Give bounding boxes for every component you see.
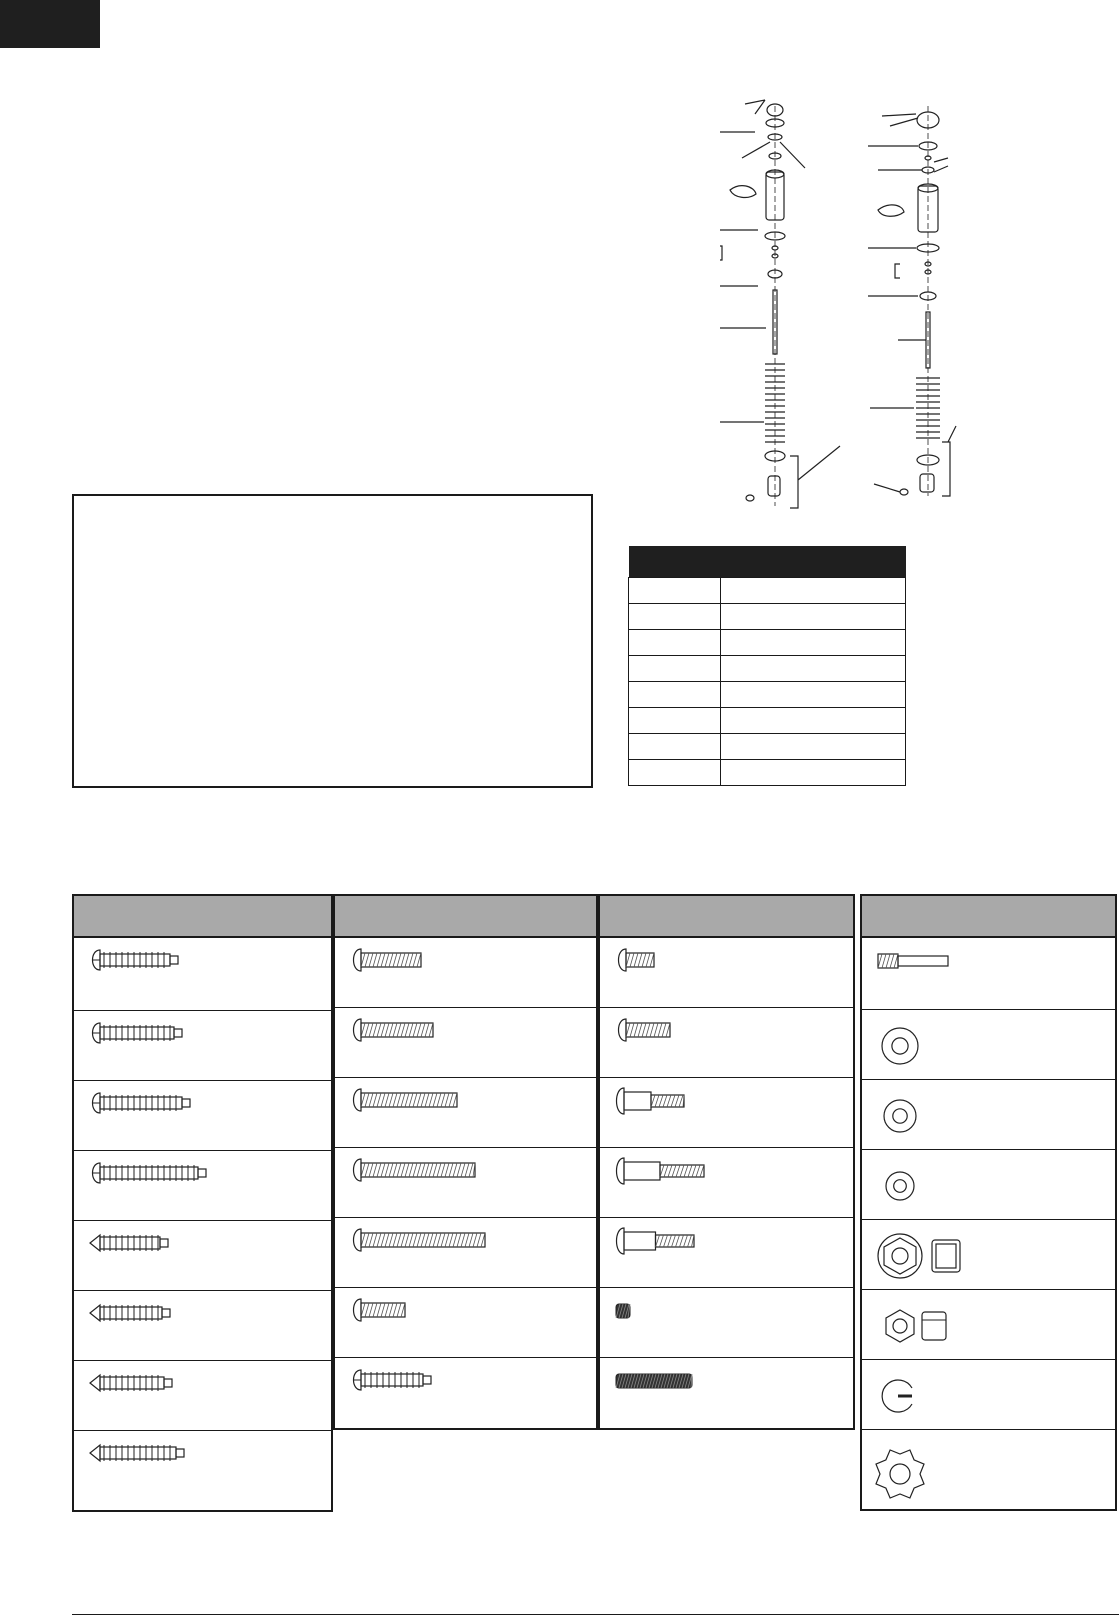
spring-table-cell: [629, 604, 721, 630]
set-screw-icon: [600, 1288, 840, 1358]
hardware-item: [335, 1288, 596, 1358]
hardware-item: [862, 1360, 1115, 1430]
washer-icon: [862, 1150, 1102, 1220]
hardware-column-pins-washers-nuts: [860, 894, 1117, 1511]
shoulder-screw-icon: [600, 1078, 840, 1148]
spring-table-row: [629, 708, 906, 734]
button-head-self-tapping-screw-icon: [74, 938, 314, 1011]
spring-table-cell: [629, 578, 721, 604]
hardware-item: [335, 1148, 596, 1218]
hardware-item: [335, 1358, 596, 1428]
hardware-item: [74, 938, 331, 1011]
button-head-machine-screw-icon: [335, 938, 575, 1008]
set-screw-icon: [600, 1358, 840, 1428]
button-head-self-tapping-screw-icon: [74, 1081, 314, 1151]
spring-table-cell: [629, 708, 721, 734]
spring-table: [628, 546, 906, 786]
spring-table-cell: [629, 760, 721, 786]
spring-table-row: [629, 760, 906, 786]
hardware-item: [862, 1430, 1115, 1509]
spring-table-cell: [721, 708, 906, 734]
button-head-machine-screw-icon: [600, 938, 840, 1008]
flat-head-self-tapping-screw-icon: [74, 1361, 314, 1431]
button-head-machine-screw-icon: [600, 1008, 840, 1078]
hardware-item: [335, 1218, 596, 1288]
hardware-item: [600, 1288, 853, 1358]
spring-table-row: [629, 578, 906, 604]
spring-table-row: [629, 604, 906, 630]
hardware-item: [600, 1358, 853, 1428]
hardware-item: [74, 1361, 331, 1431]
flat-head-self-tapping-screw-icon: [74, 1291, 314, 1361]
hardware-item: [335, 1008, 596, 1078]
button-head-machine-screw-icon: [335, 1218, 575, 1288]
button-head-machine-screw-icon: [335, 1288, 575, 1358]
spring-table-header-row: [629, 546, 906, 578]
hardware-column-header: [74, 896, 331, 938]
spring-table-cell: [721, 630, 906, 656]
lock-nut-icon: [862, 1290, 1102, 1360]
hardware-item: [862, 1010, 1115, 1080]
spring-table-cell: [721, 760, 906, 786]
hardware-item: [862, 1290, 1115, 1360]
washer-icon: [862, 1010, 1102, 1080]
flat-head-self-tapping-screw-icon: [74, 1431, 314, 1510]
hardware-item: [600, 1218, 853, 1288]
button-head-self-tapping-screw-icon: [335, 1358, 575, 1428]
hardware-column-header: [862, 896, 1115, 938]
shoulder-screw-icon: [600, 1148, 840, 1218]
button-head-machine-screw-icon: [335, 1078, 575, 1148]
spring-table-cell: [629, 682, 721, 708]
washer-icon: [862, 1080, 1102, 1150]
star-washer-icon: [862, 1430, 1102, 1509]
hardware-column-self-tapping-screws: [72, 894, 333, 1512]
spring-table-row: [629, 682, 906, 708]
spring-table-cell: [629, 630, 721, 656]
hardware-item: [74, 1221, 331, 1291]
hardware-item: [600, 1008, 853, 1078]
hardware-item: [74, 1151, 331, 1221]
spring-table-cell: [721, 656, 906, 682]
shock-absorber-exploded-icon: [720, 96, 1050, 536]
hardware-column-header: [335, 896, 596, 938]
page-number-tab: [0, 0, 100, 48]
hardware-item: [335, 938, 596, 1008]
spring-table-cell: [721, 682, 906, 708]
hardware-item: [74, 1081, 331, 1151]
hardware-item: [74, 1011, 331, 1081]
hardware-item: [862, 1220, 1115, 1290]
hardware-item: [600, 1078, 853, 1148]
button-head-machine-screw-icon: [335, 1008, 575, 1078]
spring-table-body: [629, 578, 906, 786]
hardware-column-machine-screws: [333, 894, 598, 1430]
hardware-column-header: [600, 896, 853, 938]
shock-right: [868, 106, 956, 496]
button-head-self-tapping-screw-icon: [74, 1151, 314, 1221]
note-box: [72, 494, 593, 788]
hardware-item: [862, 1080, 1115, 1150]
spring-table-cell: [721, 734, 906, 760]
hardware-item: [862, 1150, 1115, 1220]
spring-table-cell: [721, 604, 906, 630]
spring-table-cell: [721, 578, 906, 604]
spring-table-header: [629, 546, 906, 578]
flat-head-self-tapping-screw-icon: [74, 1221, 314, 1291]
spring-table-row: [629, 734, 906, 760]
spring-table-row: [629, 630, 906, 656]
hardware-item: [600, 1148, 853, 1218]
e-clip-icon: [862, 1360, 1102, 1430]
flanged-lock-nut-icon: [862, 1220, 1102, 1290]
shock-left: [720, 100, 840, 508]
hardware-item: [74, 1431, 331, 1510]
hardware-item: [335, 1078, 596, 1148]
button-head-self-tapping-screw-icon: [74, 1011, 314, 1081]
spring-table-cell: [629, 734, 721, 760]
hardware-column-shoulder-set-screws: [598, 894, 855, 1430]
button-head-machine-screw-icon: [335, 1148, 575, 1218]
spring-table-cell: [629, 656, 721, 682]
threaded-pin-icon: [862, 938, 1102, 1010]
hardware-item: [862, 938, 1115, 1010]
hardware-item: [74, 1291, 331, 1361]
shoulder-screw-icon: [600, 1218, 840, 1288]
footer-rule: [72, 1614, 1119, 1615]
spring-table-row: [629, 656, 906, 682]
hardware-item: [600, 938, 853, 1008]
